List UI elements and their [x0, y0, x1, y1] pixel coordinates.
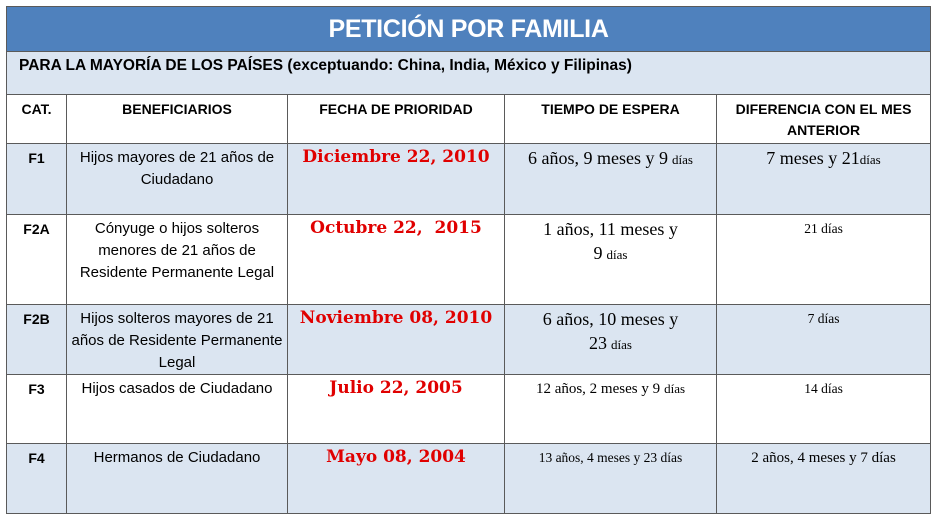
wait-time-number: 23 — [589, 333, 608, 353]
wait-time-main: 1 años, 11 meses y — [543, 219, 678, 239]
table-row — [7, 444, 931, 514]
priority-date-cell: Julio 22, 2005 — [288, 375, 505, 444]
table-row — [7, 375, 931, 444]
header-diferencia: DIFERENCIA CON EL MES ANTERIOR — [717, 95, 931, 144]
priority-date-cell: Mayo 08, 2004 — [288, 444, 505, 514]
wait-time-cell — [505, 305, 717, 375]
wait-time-days-unit: días — [672, 152, 693, 167]
wait-time-cell — [505, 144, 717, 215]
difference-cell: 7 días — [717, 305, 931, 375]
difference-cell: 14 días — [717, 375, 931, 444]
wait-time-main: 12 años, 2 meses y 9 — [535, 381, 661, 397]
difference-cell: 2 años, 4 meses y 7 días — [717, 444, 931, 514]
table-subtitle: PARA LA MAYORÍA DE LOS PAÍSES (exceptuando: China, India, México y Filipinas) — [7, 52, 931, 95]
wait-time-days-unit: días — [606, 247, 628, 262]
wait-time-number: 9 — [593, 243, 603, 263]
wait-time-days-unit: días — [664, 381, 686, 396]
priority-date-cell: Noviembre 08, 2010 — [288, 305, 505, 375]
table-row — [7, 215, 931, 305]
category-cell: F2A — [7, 215, 67, 305]
category-cell: F1 — [7, 144, 67, 215]
table-row — [7, 305, 931, 375]
beneficiarios-cell: Hijos casados de Ciudadano — [67, 375, 288, 444]
header-tiempo: TIEMPO DE ESPERA — [505, 95, 717, 144]
table-title: PETICIÓN POR FAMILIA — [7, 7, 931, 52]
difference-days-unit: días — [859, 152, 881, 167]
difference-cell — [717, 144, 931, 215]
difference-main: 7 meses y 21 — [766, 148, 860, 168]
header-row — [7, 95, 931, 144]
beneficiarios-cell: Hermanos de Ciudadano — [67, 444, 288, 514]
priority-date-cell: Diciembre 22, 2010 — [288, 144, 505, 215]
wait-time-main: 6 años, 10 meses y — [542, 309, 679, 329]
header-fecha: FECHA DE PRIORIDAD — [288, 95, 505, 144]
wait-time-days-unit: días — [611, 337, 632, 352]
beneficiarios-cell: Hijos mayores de 21 años de Ciudadano — [67, 144, 288, 215]
wait-time-cell: 13 años, 4 meses y 23 días — [505, 444, 717, 514]
table-row — [7, 144, 931, 215]
category-cell: F3 — [7, 375, 67, 444]
header-beneficiarios: BENEFICIARIOS — [67, 95, 288, 144]
difference-cell: 21 días — [717, 215, 931, 305]
header-cat: CAT. — [7, 95, 67, 144]
beneficiarios-cell: Hijos solteros mayores de 21 años de Residente Permanente Legal — [67, 305, 288, 375]
wait-time-cell — [505, 215, 717, 305]
category-cell: F4 — [7, 444, 67, 514]
priority-date-cell: Octubre 22, 2015 — [288, 215, 505, 305]
wait-time-main: 6 años, 9 meses y 9 — [528, 148, 669, 168]
category-cell: F2B — [7, 305, 67, 375]
family-petition-table — [6, 6, 931, 514]
wait-time-cell — [505, 375, 717, 444]
beneficiarios-cell: Cónyuge o hijos solteros menores de 21 años de Residente Permanente Legal — [67, 215, 288, 305]
